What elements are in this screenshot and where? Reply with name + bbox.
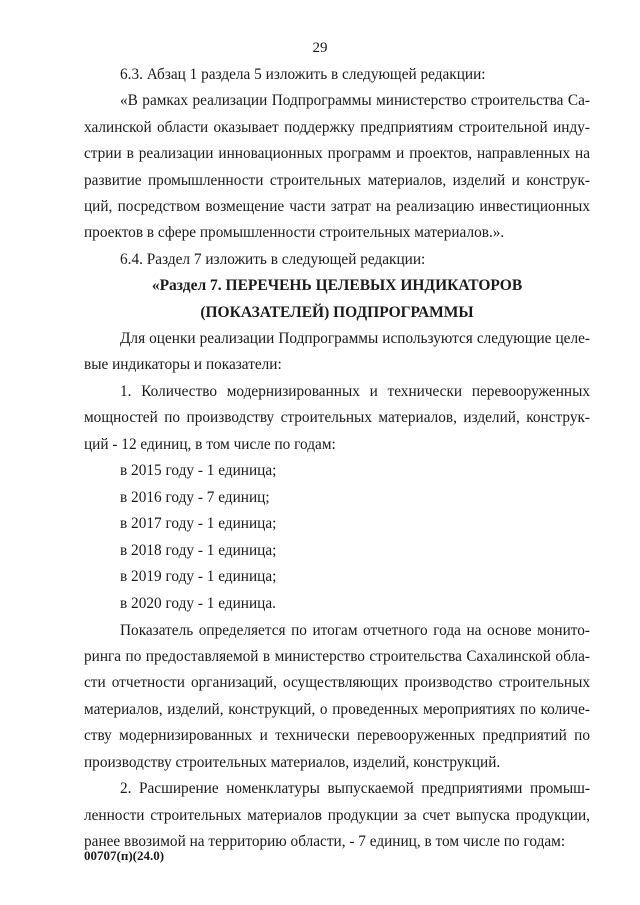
text-line: ранее ввозимой на территорию области, - 7 единиц, в том числе по годам: xyxy=(84,832,566,850)
text-line: сти отчетности организаций, осуществляющих производство строительных xyxy=(84,674,590,692)
year-item: в 2019 году - 1 единица; xyxy=(120,568,277,586)
document-code: 00707(п)(24.0) xyxy=(84,848,165,863)
text-line: 1. Количество модернизированных и технически перевооруженных xyxy=(120,382,590,400)
document-body xyxy=(84,62,590,855)
text-line: 6.3. Абзац 1 раздела 5 изложить в следующей редакции: xyxy=(120,66,486,83)
year-item: в 2016 году - 7 единиц; xyxy=(120,488,270,506)
text-line: «В рамках реализации Подпрограммы министерство строительства Са- xyxy=(120,92,590,110)
text-line: 2. Расширение номенклатуры выпускаемой предприятиями промыш- xyxy=(120,780,590,798)
text-line: проектов в сфере промышленности строительных материалов.». xyxy=(84,224,505,242)
text-line: стрии в реализации инновационных программ и проектов, направленных на xyxy=(84,145,590,163)
text-line: ству модернизированных и технически перевооруженных предприятий по xyxy=(84,727,590,745)
paragraph-intro xyxy=(84,326,590,379)
year-item: в 2018 году - 1 единица; xyxy=(120,541,277,559)
year-item: в 2015 году - 1 единица; xyxy=(120,462,277,480)
year-item: в 2020 году - 1 единица. xyxy=(120,595,276,613)
text-line: ленности строительных материалов продукции за счет выпуска продукции, xyxy=(84,806,590,824)
text-line: Показатель определяется по итогам отчетного года на основе монито- xyxy=(120,621,590,639)
paragraph-6-4 xyxy=(84,247,590,273)
heading-line: (ПОКАЗАТЕЛЕЙ) ПОДПРОГРАММЫ xyxy=(200,303,474,321)
indicator-1 xyxy=(84,379,590,458)
text-line: халинской области оказывает поддержку предприятиям строительной инду- xyxy=(84,118,590,136)
text-line: ций, посредством возмещение части затрат на реализацию инвестиционных xyxy=(84,198,590,216)
paragraph-indicator-note xyxy=(84,618,590,776)
text-line: мощностей по производству строительных материалов, изделий, конструк- xyxy=(84,409,590,427)
text-line: материалов, изделий, конструкций, о проведенных мероприятиях по количе- xyxy=(84,700,590,718)
text-line: Для оценки реализации Подпрограммы используются следующие целе- xyxy=(120,330,590,348)
text-line: ринга по предоставляемой в министерство строительства Сахалинской обла- xyxy=(84,648,590,666)
year-list xyxy=(84,458,590,618)
heading-line: «Раздел 7. ПЕРЕЧЕНЬ ЦЕЛЕВЫХ ИНДИКАТОРОВ xyxy=(151,277,523,295)
paragraph-section5-quote xyxy=(84,88,590,246)
text-line: ций - 12 единиц, в том числе по годам: xyxy=(84,435,336,453)
paragraph-6-3 xyxy=(84,62,590,88)
year-item: в 2017 году - 1 единица; xyxy=(120,515,277,533)
text-line: вые индикаторы и показатели: xyxy=(84,356,282,374)
page-number: 29 xyxy=(312,40,328,56)
text-line: производству строительных материалов, изделий, конструкций. xyxy=(84,753,501,771)
section-7-heading xyxy=(84,273,590,326)
indicator-2 xyxy=(84,776,590,855)
text-line: 6.4. Раздел 7 изложить в следующей редакции: xyxy=(120,250,426,268)
text-line: развитие промышленности строительных материалов, изделий и конструк- xyxy=(84,171,590,189)
